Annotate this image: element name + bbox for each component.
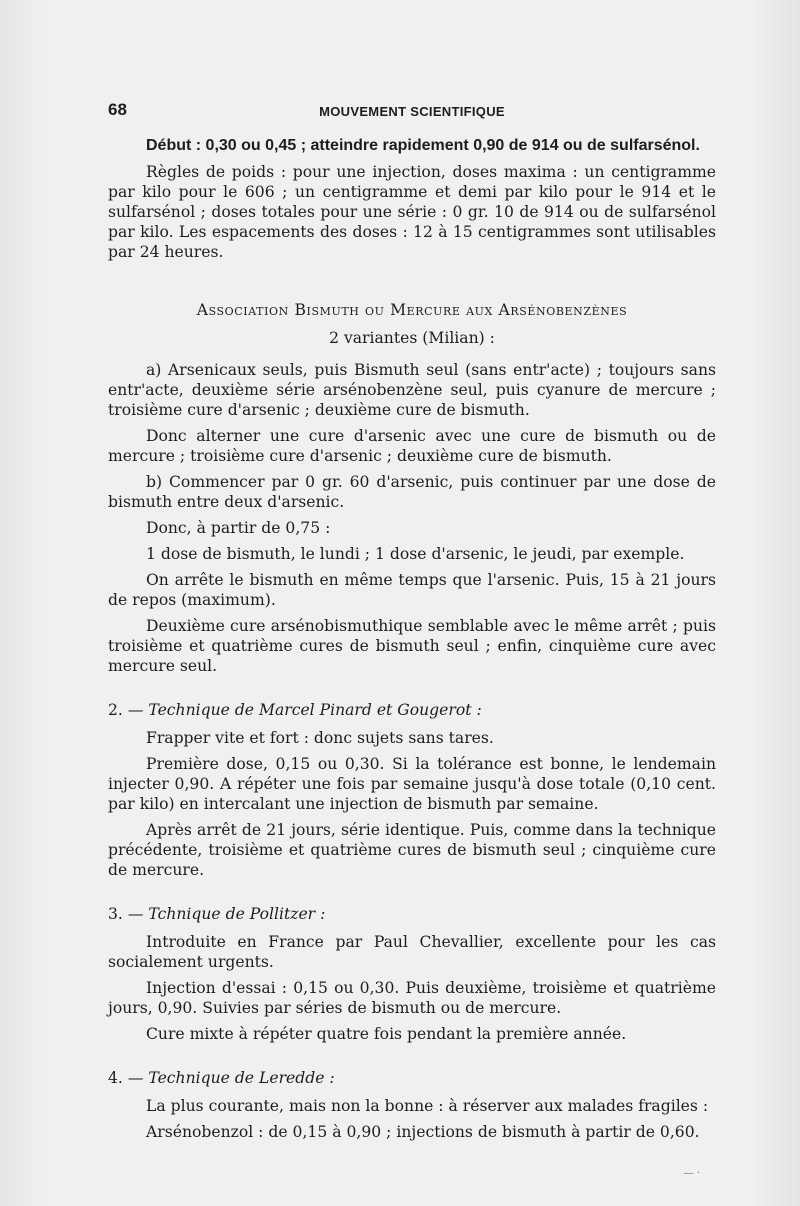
heading-technique-pinard (108, 700, 716, 720)
paragraph-arsenobenzol: Arsénobenzol : de 0,15 à 0,90 ; injections de bismuth à partir de 0,60. (146, 1123, 700, 1141)
heading-title: Technique de Leredde : (148, 1069, 335, 1087)
footer-mark: — · (683, 1168, 700, 1179)
paragraph-deuxieme-cure: Deuxième cure arsénobismuthique semblable avec le même arrêt ; puis troisième et quatrième cures de bismuth seul ; enfin, cinquième cure avec mercure seul. (108, 617, 716, 675)
running-title: MOUVEMENT SCIENTIFIQUE (319, 104, 505, 119)
paragraph-frapper: Frapper vite et fort : donc sujets sans tares. (146, 729, 494, 747)
paragraph-debut: Début : 0,30 ou 0,45 ; atteindre rapidement 0,90 de 914 ou de sulfarsénol. (146, 137, 700, 154)
heading-number: 4. — (108, 1069, 149, 1087)
paragraph-apres-arret: Après arrêt de 21 jours, série identique. Puis, comme dans la technique précédente, troisième et quatrième cures de bismuth seul ; cinquième cure de mercure. (108, 821, 716, 879)
paragraph-premiere-dose: Première dose, 0,15 ou 0,30. Si la tolérance est bonne, le lendemain injecter 0,90. A répéter une fois par semaine jusqu'à dose totale (0,10 cent. par kilo) en intercalant une injection de bismuth par semaine. (108, 755, 716, 813)
paragraph-injection-essai: Injection d'essai : 0,15 ou 0,30. Puis deuxième, troisième et quatrième jours, 0,90. Suivies par séries de bismuth ou de mercure. (108, 979, 716, 1017)
section-title: Association Bismuth ou Mercure aux Arsénobenzènes (196, 301, 628, 319)
heading-number: 3. — (108, 905, 149, 923)
heading-title: Tchnique de Pollitzer : (148, 905, 326, 923)
page-number: 68 (108, 100, 127, 119)
heading-technique-pollitzer (108, 904, 716, 924)
paragraph-dose-schedule: 1 dose de bismuth, le lundi ; 1 dose d'arsenic, le jeudi, par exemple. (146, 545, 685, 563)
paragraph-introduite: Introduite en France par Paul Chevallier, excellente pour les cas socialement urgents. (108, 933, 716, 971)
paragraph-regles-de-poids: Règles de poids : pour une injection, doses maxima : un centigramme par kilo pour le 606 ; un centigramme et demi par kilo pour le 914 et le sulfarsénol ; doses totales pour une série : 0 gr. 10 de 914 ou de sulfarsénol par kilo. Les espacements des doses : 12 à 15 centigrammes sont utilisables par 24 heures. (108, 163, 716, 261)
paragraph-alterner: Donc alterner une cure d'arsenic avec une cure de bismuth ou de mercure ; troisième cure d'arsenic ; deuxième cure de bismuth. (108, 427, 716, 465)
paragraph-cure-mixte: Cure mixte à répéter quatre fois pendant la première année. (146, 1025, 627, 1043)
heading-technique-leredde (108, 1068, 716, 1088)
paragraph-variant-b: b) Commencer par 0 gr. 60 d'arsenic, puis continuer par une dose de bismuth entre deux d'arsenic. (108, 473, 716, 511)
paragraph-variant-a: a) Arsenicaux seuls, puis Bismuth seul (sans entr'acte) ; toujours sans entr'acte, deuxième série arsénobenzène seul, puis cyanure de mercure ; troisième cure d'arsenic ; deuxième cure de bismuth. (108, 361, 716, 419)
heading-number: 2. — (108, 701, 149, 719)
paragraph-plus-courante: La plus courante, mais non la bonne : à réserver aux malades fragiles : (146, 1097, 709, 1115)
heading-title: Technique de Marcel Pinard et Gougerot : (148, 701, 482, 719)
paragraph-donc: Donc, à partir de 0,75 : (146, 519, 331, 537)
variants-line: 2 variantes (Milian) : (329, 329, 495, 347)
paragraph-arret: On arrête le bismuth en même temps que l'arsenic. Puis, 15 à 21 jours de repos (maximum). (108, 571, 716, 609)
page-body (108, 136, 716, 1142)
page-header (108, 100, 716, 130)
